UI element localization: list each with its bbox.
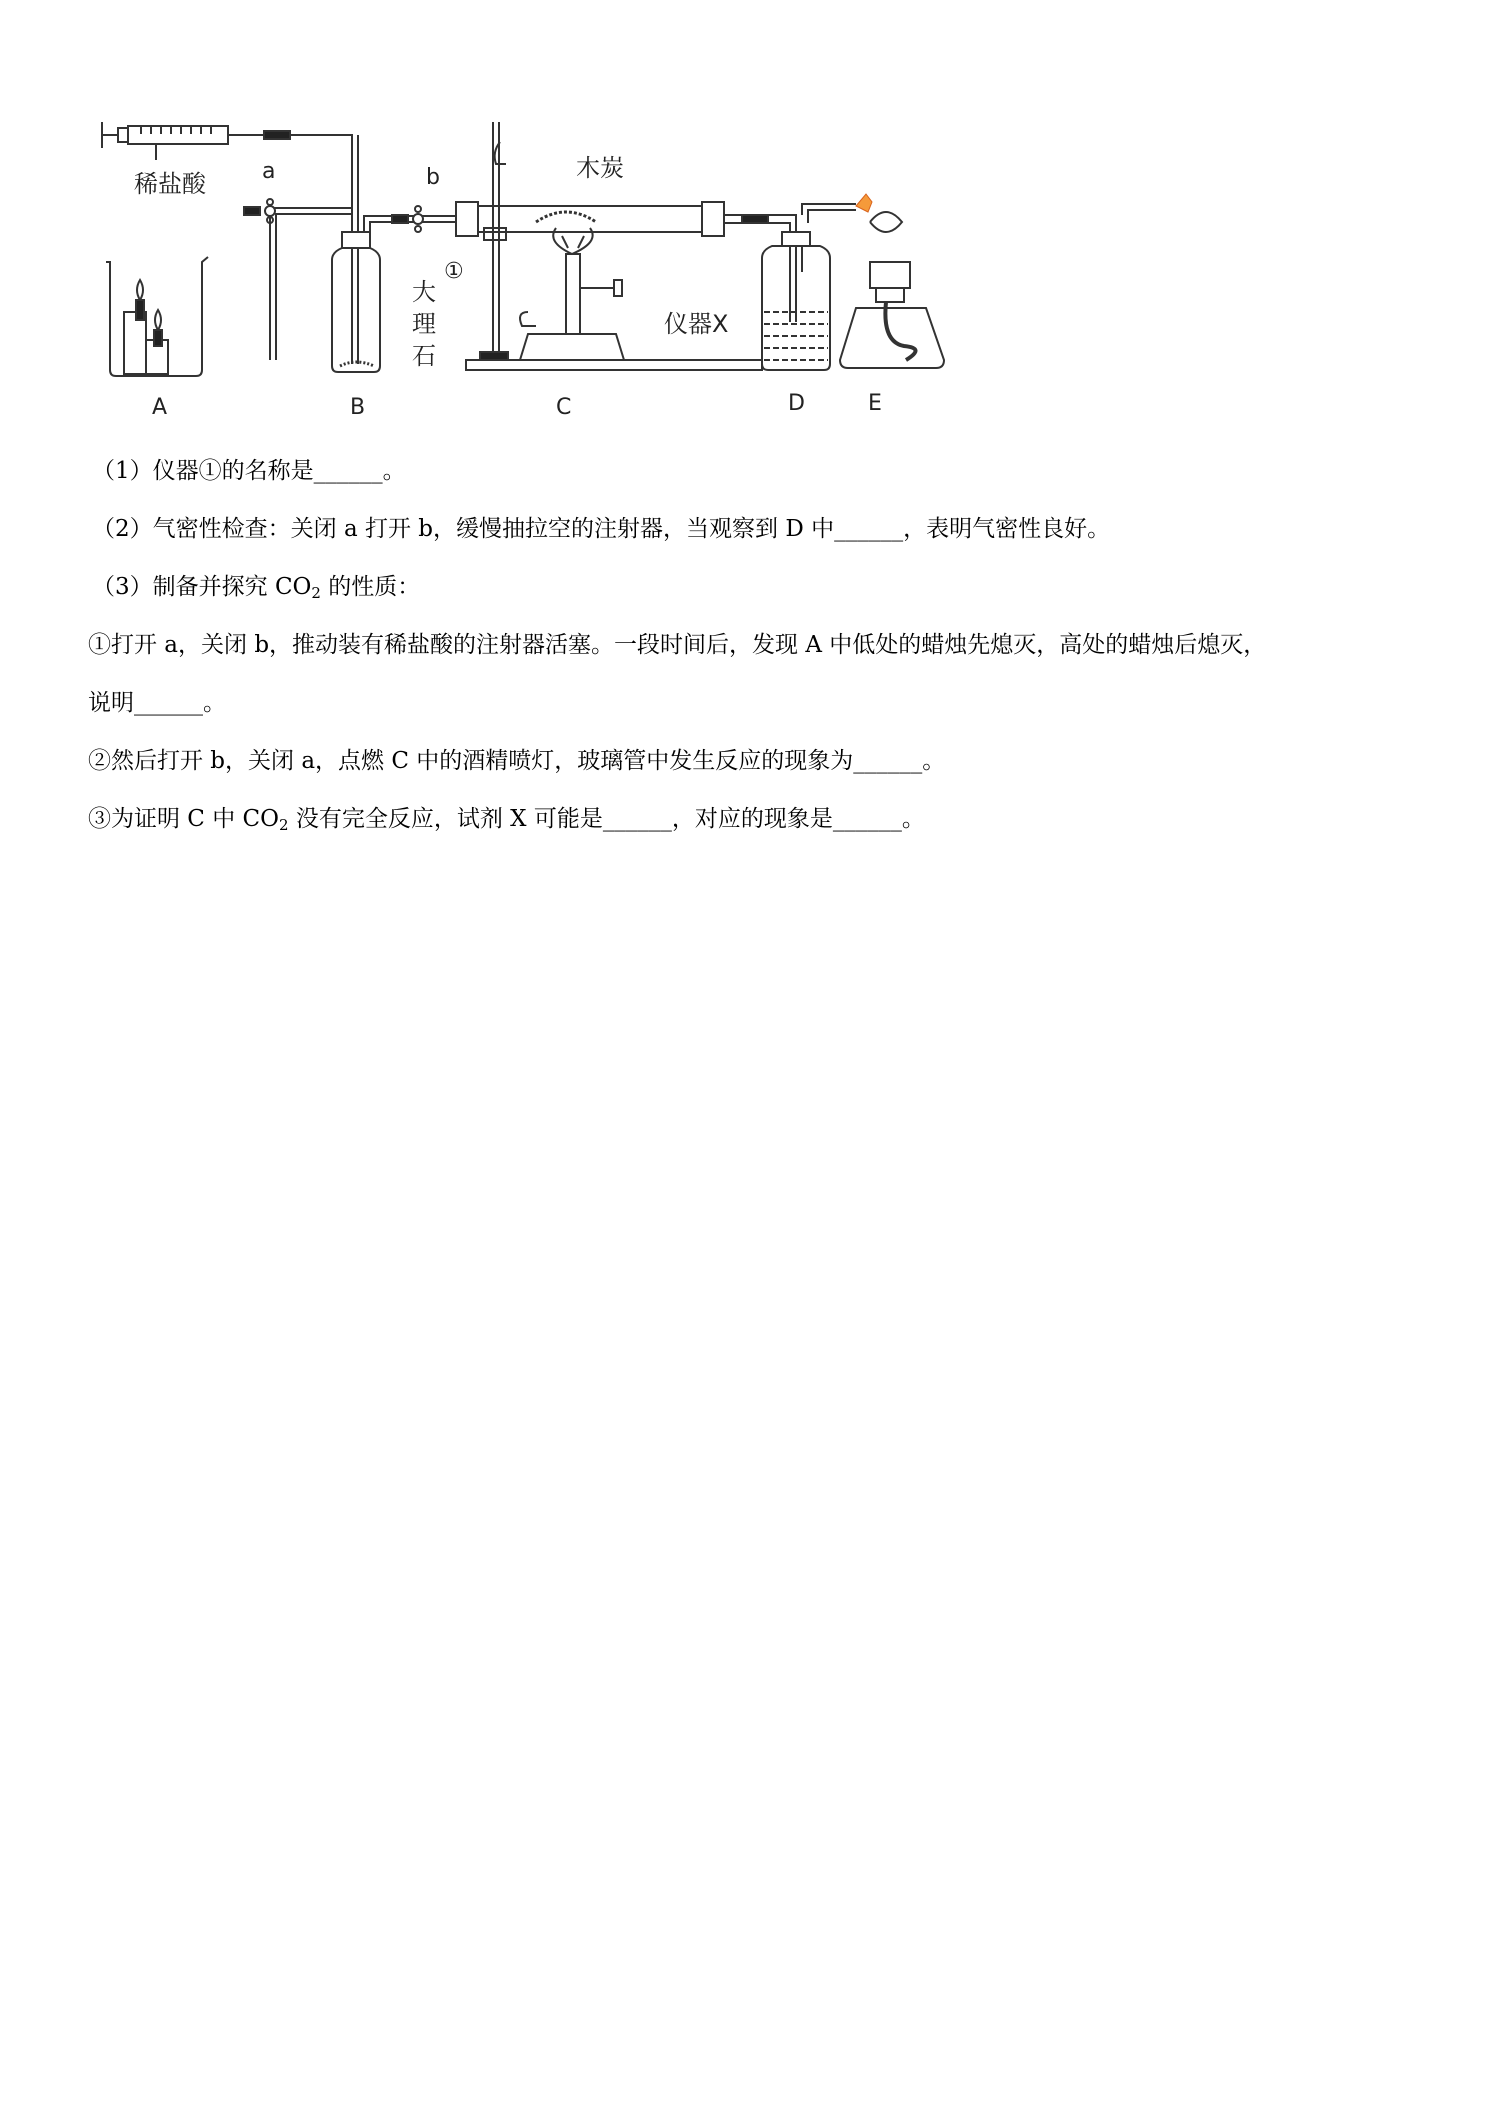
beaker-a: [106, 257, 208, 376]
question-3-3-subscript: 2: [279, 816, 289, 834]
tube-c: [456, 202, 724, 236]
label-marble-3: 石: [412, 342, 436, 370]
apparatus-diagram: [96, 112, 976, 430]
bottle-d: [762, 204, 856, 370]
label-marble-2: 理: [412, 310, 436, 338]
syringe: [102, 122, 228, 160]
label-d: D: [788, 391, 805, 416]
alcohol-lamp-e: [840, 212, 944, 368]
apparatus-svg: [96, 112, 976, 430]
label-instrument1: ①: [444, 259, 464, 284]
label-b: B: [350, 395, 366, 420]
question-3-text-post: 的性质：: [320, 574, 421, 600]
blast-lamp: [520, 228, 624, 360]
question-3-3: [88, 804, 925, 840]
label-valve-b: b: [426, 165, 440, 190]
question-3-1-line1: ①打开 a，关闭 b，推动装有稀盐酸的注射器活塞。一段时间后，发现 A 中低处的蜡烛先熄灭，高处的蜡烛后熄灭，: [88, 632, 1267, 658]
label-e: E: [868, 391, 882, 416]
question-2: （2）气密性检查：关闭 a 打开 b，缓慢抽拉空的注射器，当观察到 D 中______，表明气密性良好。: [92, 516, 1111, 542]
question-3-2: ②然后打开 b，关闭 a，点燃 C 中的酒精喷灯，玻璃管中发生反应的现象为______。: [88, 748, 946, 774]
question-3: [92, 572, 420, 608]
question-1: （1）仪器①的名称是______。: [92, 458, 406, 484]
question-3-3-text-post: 没有完全反应，试剂 X 可能是______，对应的现象是______。: [288, 806, 925, 832]
label-valve-a: a: [262, 159, 276, 184]
flame-icon: [856, 194, 872, 212]
label-a: A: [152, 395, 168, 420]
label-marble-1: 大: [412, 278, 436, 306]
label-charcoal: 木炭: [576, 154, 624, 182]
question-3-1-line2: 说明______。: [88, 690, 226, 716]
question-3-text-pre: （3）制备并探究 CO: [92, 574, 312, 600]
bottle-b: [332, 232, 380, 372]
label-instrument-x: 仪器X: [664, 310, 729, 338]
label-acid: 稀盐酸: [134, 170, 206, 198]
question-3-3-text-pre: ③为证明 C 中 CO: [88, 806, 279, 832]
label-c: C: [556, 395, 572, 420]
question-3-subscript: 2: [311, 584, 321, 602]
